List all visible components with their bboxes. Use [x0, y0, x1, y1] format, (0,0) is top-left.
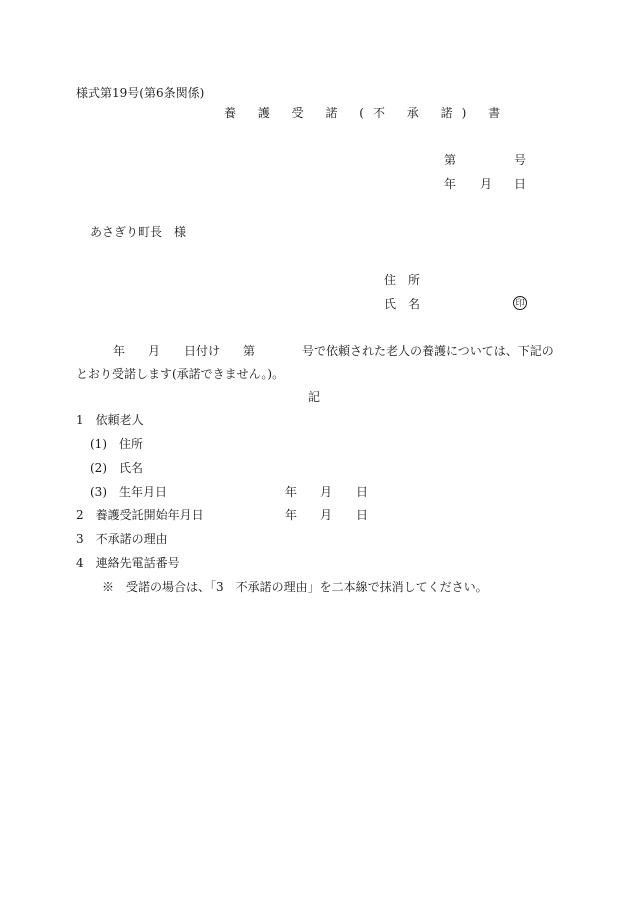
doc-number-suffix: 号	[514, 153, 527, 167]
sender-address-label: 住 所	[384, 273, 421, 287]
form-number-label: 様式第19号(第6条関係)	[76, 86, 205, 100]
birthdate-month: 月	[320, 485, 333, 499]
item-2-start-date: 2 養護受託開始年月日	[76, 508, 204, 522]
date-day: 日	[514, 177, 527, 191]
item-1-requested-elder: 1 依頼老人	[76, 413, 144, 427]
document-title: 養 護 受 諾 (不 承 諾) 書	[224, 106, 510, 120]
item-1-2-name: (2) 氏名	[90, 461, 143, 475]
start-date-year: 年	[285, 508, 298, 522]
body-dated: 日付け	[184, 344, 221, 358]
body-month: 月	[148, 344, 161, 358]
item-1-1-address: (1) 住所	[90, 437, 143, 451]
seal-mark: 印	[513, 296, 527, 310]
body-line2: とおり受諾します(承諾できません。)。	[76, 367, 285, 381]
date-month: 月	[480, 177, 493, 191]
addressee: あさぎり町長 様	[90, 225, 187, 239]
body-line1-end: 号で依頼された老人の養護については、下記の	[302, 344, 554, 358]
date-year: 年	[444, 177, 457, 191]
sender-name-label: 氏 名	[384, 297, 421, 311]
item-3-refusal-reason: 3 不承諾の理由	[76, 532, 168, 546]
item-1-3-birthdate: (3) 生年月日	[90, 485, 167, 499]
item-4-contact-phone: 4 連絡先電話番号	[76, 556, 180, 570]
doc-number-prefix: 第	[444, 153, 457, 167]
birthdate-day: 日	[356, 485, 369, 499]
note: ※ 受諾の場合は、「3 不承諾の理由」を二本線で抹消してください。	[102, 580, 488, 594]
body-year: 年	[113, 344, 126, 358]
body-no: 第	[243, 344, 256, 358]
birthdate-year: 年	[285, 485, 298, 499]
start-date-month: 月	[320, 508, 333, 522]
start-date-day: 日	[356, 508, 369, 522]
ki-heading: 記	[308, 390, 321, 404]
